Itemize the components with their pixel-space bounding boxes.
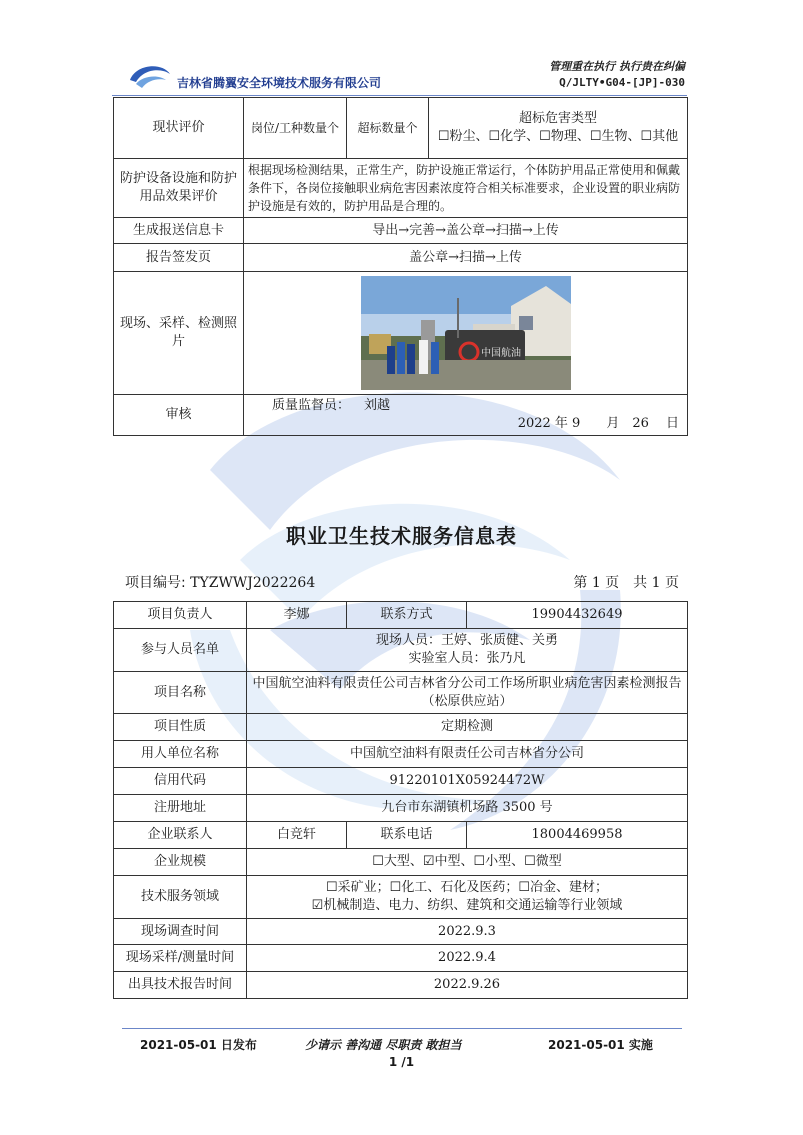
- address-value: 九台市东湖镇机场路 3500 号: [247, 795, 688, 822]
- status-label: 现状评价: [114, 98, 244, 159]
- survey-label: 现场调查时间: [114, 919, 247, 945]
- field-label: 技术服务领域: [114, 876, 247, 919]
- sampling-date: 2022.9.4: [247, 945, 688, 972]
- scale-value: ☐大型、☑中型、☐小型、☐微型: [247, 849, 688, 876]
- project-number: [125, 572, 315, 592]
- contact-value: 19904432649: [467, 602, 688, 629]
- table-row: [114, 714, 688, 741]
- table-row: [114, 159, 688, 218]
- phone-value: 18004469958: [467, 822, 688, 849]
- review-label: 审核: [114, 395, 244, 436]
- project-number-value: TYZWWJ2022264: [190, 575, 316, 591]
- nature-value: 定期检测: [247, 714, 688, 741]
- project-number-label: 项目编号:: [125, 575, 186, 591]
- credit-value: 91220101X05924472W: [247, 768, 688, 795]
- hazard-type-title: 超标危害类型: [518, 111, 597, 126]
- leader-value: 李娜: [247, 602, 347, 629]
- footer-page-number: 1 /1: [388, 1055, 415, 1069]
- footer-divider: [122, 1028, 682, 1029]
- members-lab: 实验室人员：张乃凡: [408, 651, 526, 666]
- nature-label: 项目性质: [114, 714, 247, 741]
- photo-sign-text: 中国航油: [480, 348, 521, 359]
- card-label: 生成报送信息卡: [114, 218, 244, 244]
- scale-label: 企业规模: [114, 849, 247, 876]
- company-name: 吉林省腾翼安全环境技术服务有限公司: [177, 76, 382, 90]
- supervisor-name: 刘越: [364, 398, 391, 413]
- table-row: [114, 272, 688, 395]
- table-row: [114, 672, 688, 714]
- supervisor-label: 质量监督员：: [272, 398, 351, 413]
- table-row: [114, 849, 688, 876]
- doc-code: Q/JLTY•G04-[JP]-030: [559, 76, 685, 89]
- review-cell: [244, 395, 688, 436]
- table-row: [114, 629, 688, 672]
- table-row: [114, 919, 688, 945]
- address-label: 注册地址: [114, 795, 247, 822]
- members-label: 参与人员名单: [114, 629, 247, 672]
- hazard-type-cell: [429, 98, 688, 159]
- count-label: 岗位/工种数量个: [244, 98, 347, 159]
- photo-label: 现场、采样、检测照片: [114, 272, 244, 395]
- table-row: [114, 741, 688, 768]
- hazard-type-options: ☐粉尘、☐化学、☐物理、☐生物、☐其他: [437, 129, 679, 144]
- table-row: [114, 876, 688, 919]
- table-row: [114, 945, 688, 972]
- sign-label: 报告签发页: [114, 244, 244, 272]
- ent-contact-label: 企业联系人: [114, 822, 247, 849]
- evaluation-table: [113, 97, 688, 436]
- project-name-label: 项目名称: [114, 672, 247, 714]
- employer-label: 用人单位名称: [114, 741, 247, 768]
- table-row: [114, 218, 688, 244]
- table-row: [114, 602, 688, 629]
- table-row: [114, 768, 688, 795]
- table-row: [114, 822, 688, 849]
- page-info: 第 1 页 共 1 页: [573, 575, 679, 591]
- phone-label: 联系电话: [347, 822, 467, 849]
- sampling-label: 现场采样/测量时间: [114, 945, 247, 972]
- survey-date: 2022.9.3: [247, 919, 688, 945]
- footer-implement: 2021-05-01 实施: [548, 1038, 653, 1052]
- contact-label: 联系方式: [347, 602, 467, 629]
- table-row: [114, 395, 688, 436]
- project-name-value: 中国航空油料有限责任公司吉林省分公司工作场所职业病危害因素检测报告（松原供应站）: [247, 672, 688, 714]
- report-date: 2022.9.26: [247, 972, 688, 999]
- exceed-label: 超标数量个: [347, 98, 429, 159]
- header-divider: [112, 95, 687, 96]
- members-site: 现场人员：王婷、张质健、关勇: [375, 633, 558, 648]
- report-label: 出具技术报告时间: [114, 972, 247, 999]
- photo-cell: [244, 272, 688, 395]
- footer-publish: 2021-05-01 日发布: [140, 1038, 257, 1052]
- review-date: 2022 年 9 月 26 日: [517, 416, 679, 431]
- sign-flow: 盖公章→扫描→上传: [244, 244, 688, 272]
- field-line-1: ☐采矿业；☐化工、石化及医药；☐冶金、建材；: [326, 880, 608, 895]
- protect-label: 防护设备设施和防护用品效果评价: [114, 159, 244, 218]
- swoosh-logo-icon: [128, 60, 172, 90]
- ent-contact-value: 白竞轩: [247, 822, 347, 849]
- header-motto: 管理重在执行 执行贵在纠偏: [549, 60, 685, 73]
- credit-label: 信用代码: [114, 768, 247, 795]
- leader-label: 项目负责人: [114, 602, 247, 629]
- members-cell: [247, 629, 688, 672]
- table-row: [114, 795, 688, 822]
- service-info-table: [113, 601, 688, 999]
- employer-value: 中国航空油料有限责任公司吉林省分公司: [247, 741, 688, 768]
- protect-text: 根据现场检测结果，正常生产，防护设施正常运行，个体防护用品正常使用和佩戴条件下，各岗位接触职业病危害因素浓度符合相关标准要求，企业设置的职业病防护设施是有效的，防护用品是合理的。: [244, 159, 688, 218]
- table-row: [114, 972, 688, 999]
- card-flow: 导出→完善→盖公章→扫描→上传: [244, 218, 688, 244]
- page-title: 职业卫生技术服务信息表: [286, 524, 517, 548]
- site-photo: [361, 276, 571, 390]
- table-row: [114, 98, 688, 159]
- footer-slogan: 少请示 善沟通 尽职责 敢担当: [305, 1038, 462, 1052]
- field-cell: [247, 876, 688, 919]
- table-row: [114, 244, 688, 272]
- field-line-2: ☑机械制造、电力、纺织、建筑和交通运输等行业领域: [311, 898, 623, 913]
